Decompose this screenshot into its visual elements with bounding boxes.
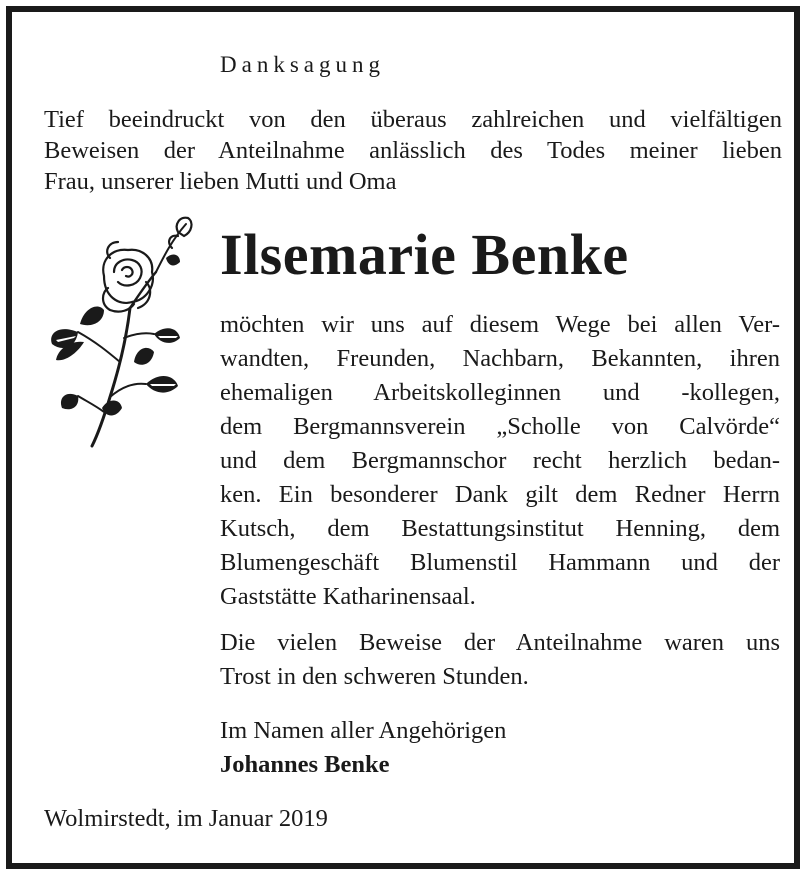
body-line: möchten wir uns auf diesem Wege bei allen Ver- — [220, 311, 780, 338]
place-date: Wolmirstedt, im Januar 2019 — [44, 805, 328, 832]
closing-line: Trost in den schweren Stunden. — [220, 663, 529, 690]
deceased-name: Ilsemarie Benke — [220, 222, 629, 287]
notice-heading: Danksagung — [220, 52, 385, 77]
body-text — [220, 308, 780, 614]
intro-line: Beweisen der Anteilnahme anlässlich des Todes meiner lieben — [44, 137, 782, 164]
body-line: Gaststätte Katharinensaal. — [220, 583, 476, 610]
body-line: dem Bergmannsverein „Scholle von Calvörde“ — [220, 413, 780, 440]
body-line: wandten, Freunden, Nachbarn, Bekannten, ihren — [220, 345, 780, 372]
regards-line: Im Namen aller Angehörigen — [220, 717, 507, 744]
notice-frame — [6, 6, 800, 869]
body-line: Blumengeschäft Blumenstil Hammann und der — [220, 549, 780, 576]
rose-icon — [38, 212, 208, 452]
intro-line: Tief beeindruckt von den überaus zahlreichen und vielfältigen — [44, 106, 782, 133]
body-line: ken. Ein besonderer Dank gilt dem Redner Herrn — [220, 481, 780, 508]
body-line: und dem Bergmannschor recht herzlich bedan- — [220, 447, 780, 474]
body-line: Kutsch, dem Bestattungsinstitut Henning, dem — [220, 515, 780, 542]
intro-text — [44, 104, 782, 197]
body-line: ehemaligen Arbeitskolleginnen und -kollegen, — [220, 379, 780, 406]
closing-text — [220, 626, 780, 694]
signer-name: Johannes Benke — [220, 751, 390, 778]
intro-line: Frau, unserer lieben Mutti und Oma — [44, 168, 397, 195]
closing-line: Die vielen Beweise der Anteilnahme waren uns — [220, 629, 780, 656]
